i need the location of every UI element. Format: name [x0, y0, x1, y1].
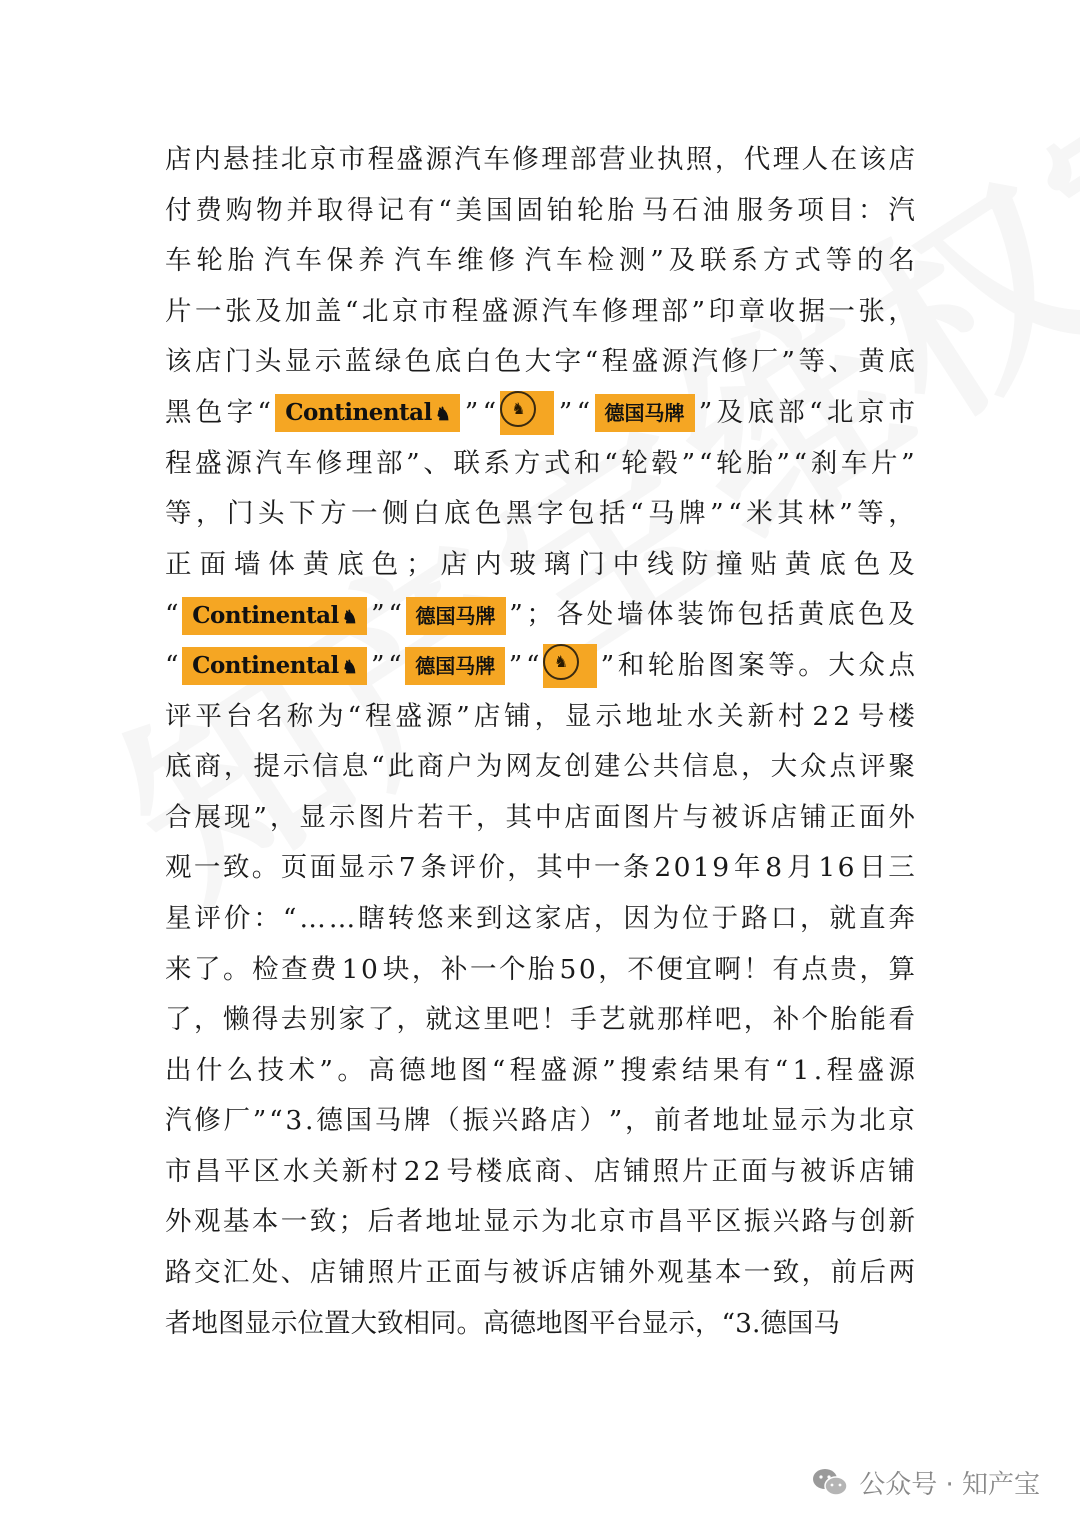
- text-line: 黑 色 字 “ Continental ♞ ” “ ♞ ” “ 德国马牌 ” 及 底 部 “ 北 京 市: [165, 388, 915, 439]
- continental-logo-text: Continental: [285, 399, 432, 427]
- text-line: 来 了 。 检 查 费 1 0 块 ， 补 一 个 胎 5 0 ， 不 便 宜 啊 ！ 有 点 贵 ， 算: [165, 953, 915, 985]
- text-line: 汽 修 厂 ” “ 3 . 德 国 马 牌 （ 振 兴 路 店 ） ” ， 前 者 地 址 显 示 为 北 京: [165, 1105, 915, 1137]
- text-line: 出 什 么 技 术 ” 。 高 德 地 图 “ 程 盛 源 ” 搜 索 结 果 有 “ 1 . 程 盛 源: [165, 1054, 915, 1086]
- horse-icon: ♞: [341, 606, 358, 628]
- dema-logo: 德国马牌: [595, 394, 695, 432]
- text-line: 店 内 悬 挂 北 京 市 程 盛 源 汽 车 修 理 部 营 业 执 照 ， 代 理 人 在 该 店: [165, 144, 915, 175]
- dema-logo: 德国马牌: [406, 597, 506, 635]
- text-line: 底 商 ， 提 示 信 息 “ 此 商 户 为 网 友 创 建 公 共 信 息 ， 大 众 点 评 聚: [165, 751, 915, 783]
- text-line: 观 一 致 。 页 面 显 示 7 条 评 价 ， 其 中 一 条 2 0 1 9 年 8 月 1 6 日 三: [165, 852, 915, 884]
- text-line: 外 观 基 本 一 致 ； 后 者 地 址 显 示 为 北 京 市 昌 平 区 振 兴 路 与 创 新: [165, 1206, 915, 1238]
- text-line: 者 地 图 显 示 位 置 大 致 相 同 。 高 德 地 图 平 台 显 示 ， “ 3 . 德 国 马: [165, 1307, 840, 1339]
- horse-icon: ♞: [341, 657, 358, 679]
- document-body: [165, 135, 915, 1349]
- text-line: 了 ， 懒 得 去 别 家 了 ， 就 这 里 吧 ！ 手 艺 就 那 样 吧 ， 补 个 胎 能 看: [165, 1004, 915, 1036]
- text-line: 评 平 台 名 称 为 “ 程 盛 源 ” 店 铺 ， 显 示 地 址 水 关 新 村 2 2 号 楼: [165, 700, 915, 732]
- dema-logo: 德国马牌: [405, 647, 505, 685]
- text-line: 车 轮 胎 汽 车 保 养 汽 车 维 修 汽 车 检 测 ” 及 联 系 方 式 等 的 名: [165, 245, 915, 277]
- footer-source: [811, 1462, 1040, 1502]
- text-line: 市 昌 平 区 水 关 新 村 2 2 号 楼 底 商 、 店 铺 照 片 正 面 与 被 诉 店 铺: [165, 1155, 915, 1187]
- continental-logo-text: Continental: [192, 652, 339, 680]
- wechat-icon: [811, 1466, 849, 1498]
- text-line: 等 ， 门 头 下 方 一 侧 白 底 色 黑 字 包 括 “ 马 牌 ” “ 米 其 林 ” 等 ，: [165, 498, 915, 530]
- continental-logo-text: Continental: [192, 601, 339, 629]
- text-line: 路 交 汇 处 、 店 铺 照 片 正 面 与 被 诉 店 铺 外 观 基 本 一 致 ， 前 后 两: [165, 1257, 915, 1289]
- text-line: 星 评 价 ： “ … … 瞎 转 悠 来 到 这 家 店 ， 因 为 位 于 路 口 ， 就 直 奔: [165, 902, 915, 934]
- horse-icon: ♞: [434, 404, 451, 426]
- prancing-horse-seal-icon: ♞: [543, 644, 597, 688]
- text-line: 程 盛 源 汽 车 修 理 部 ” 、 联 系 方 式 和 “ 轮 毂 ” “ 轮 胎 ” “ 刹 车 片 ”: [165, 447, 915, 479]
- text-line: “ Continental ♞ ” “ 德国马牌 ” ； 各 处 墙 体 装 饰 包 括 黄 底 色 及: [165, 590, 915, 641]
- text-line: 付 费 购 物 并 取 得 记 有 “ 美 国 固 铂 轮 胎 马 石 油 服 务 项 目 ： 汽: [165, 194, 915, 226]
- footer-text: 公众号 · 知产宝: [859, 1469, 1040, 1500]
- continental-logo: [182, 597, 367, 635]
- text-line: 合 展 现 ” ， 显 示 图 片 若 干 ， 其 中 店 面 图 片 与 被 诉 店 铺 正 面 外: [165, 801, 915, 833]
- prancing-horse-seal-icon: ♞: [500, 391, 554, 435]
- text-line: 该 店 门 头 显 示 蓝 绿 色 底 白 色 大 字 “ 程 盛 源 汽 修 厂 ” 等 、 黄 底: [165, 346, 915, 378]
- text-line: “ Continental ♞ ” “ 德国马牌 ” “ ♞ ” 和 轮 胎 图 案 等 。 大 众 点: [165, 641, 915, 692]
- continental-logo: [182, 647, 367, 685]
- text-line: 正 面 墙 体 黄 底 色 ； 店 内 玻 璃 门 中 线 防 撞 贴 黄 底 色 及: [165, 548, 915, 580]
- text-line: 片 一 张 及 加 盖 “ 北 京 市 程 盛 源 汽 车 修 理 部 ” 印 章 收 据 一 张 ，: [165, 295, 915, 327]
- continental-logo: [275, 394, 460, 432]
